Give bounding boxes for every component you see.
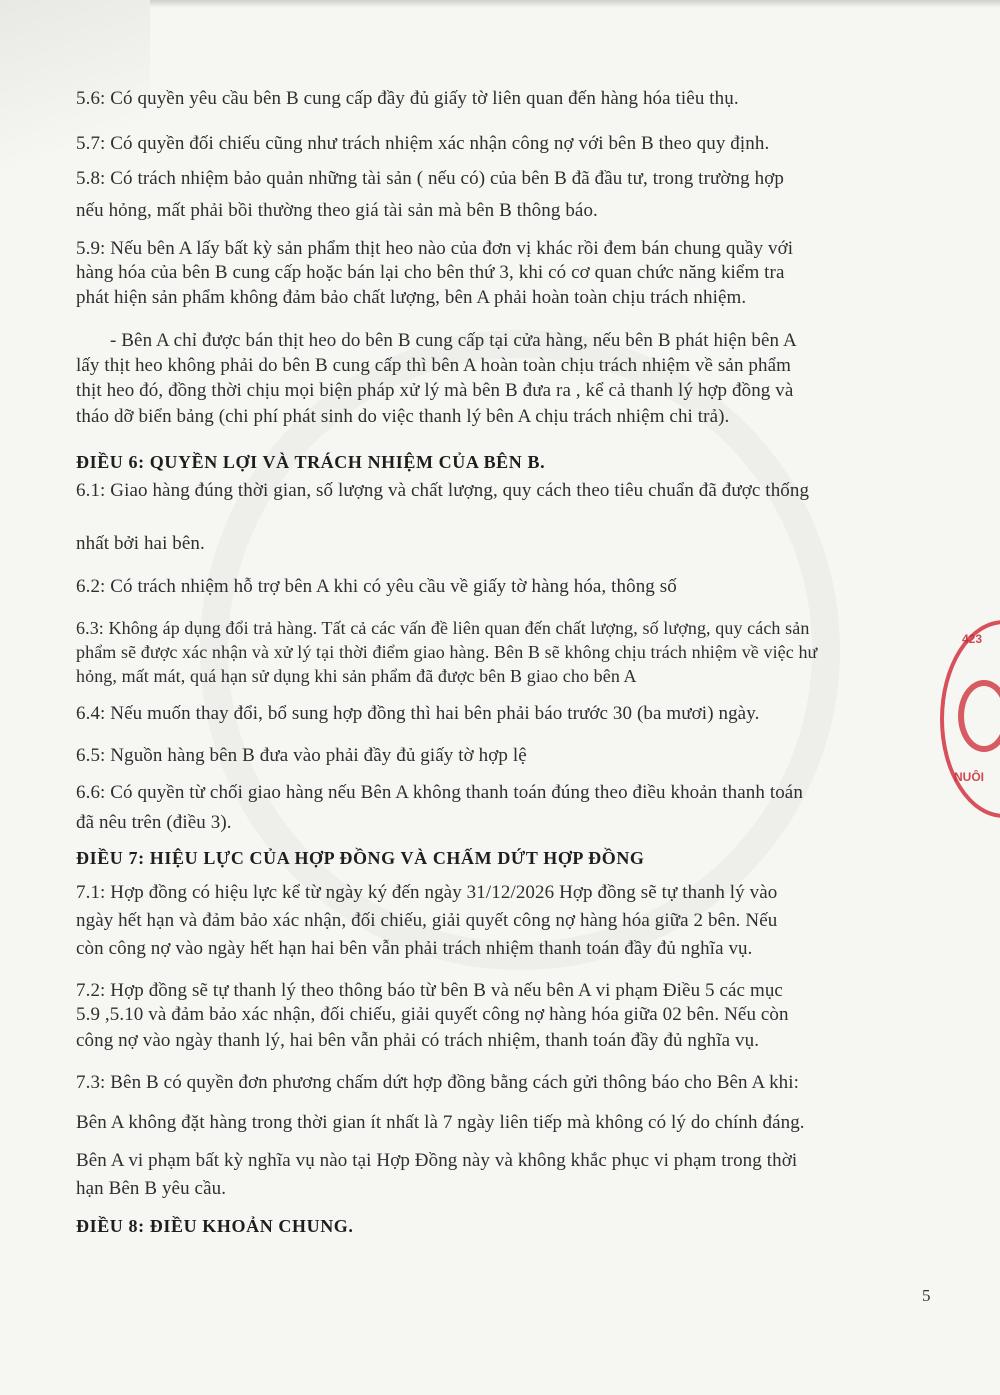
- stamp-text-bottom: NUÔI: [954, 770, 984, 784]
- heading-article-6: ĐIỀU 6: QUYỀN LỢI VÀ TRÁCH NHIỆM CỦA BÊN B.: [76, 452, 546, 472]
- clause-7-1-cont-1: ngày hết hạn và đảm bảo xác nhận, đối chiếu, giải quyết công nợ hàng hóa giữa 2 bên. Nếu: [76, 910, 778, 931]
- clause-note-cont-3: tháo dỡ biển bảng (chi phí phát sinh do việc thanh lý bên A chịu trách nhiệm chi trả).: [76, 406, 730, 427]
- clause-5-6: 5.6: Có quyền yêu cầu bên B cung cấp đầy đủ giấy tờ liên quan đến hàng hóa tiêu thụ.: [76, 88, 739, 109]
- clause-5-8: 5.8: Có trách nhiệm bảo quản những tài sản ( nếu có) của bên B đã đầu tư, trong trường hợp: [76, 168, 784, 189]
- clause-6-1-cont: nhất bởi hai bên.: [76, 533, 205, 554]
- clause-5-8-cont: nếu hỏng, mất phải bồi thường theo giá tài sản mà bên B thông báo.: [76, 200, 598, 221]
- heading-article-8: ĐIỀU 8: ĐIỀU KHOẢN CHUNG.: [76, 1216, 354, 1236]
- clause-6-3: 6.3: Không áp dụng đổi trả hàng. Tất cả các vấn đề liên quan đến chất lượng, số lượng, quy cách sản: [76, 618, 810, 638]
- clause-7-2-cont-1: 5.9 ,5.10 và đảm bảo xác nhận, đối chiếu, giải quyết công nợ hàng hóa giữa 02 bên. Nếu còn: [76, 1004, 789, 1025]
- clause-7-3-item-2-cont: hạn Bên B yêu cầu.: [76, 1178, 227, 1199]
- clause-6-6: 6.6: Có quyền từ chối giao hàng nếu Bên A không thanh toán đúng theo điều khoản thanh toán: [76, 782, 803, 803]
- clause-5-9-cont-1: hàng hóa của bên B cung cấp hoặc bán lại cho bên thứ 3, khi có cơ quan chức năng kiểm tra: [76, 262, 785, 283]
- clause-6-4: 6.4: Nếu muốn thay đổi, bổ sung hợp đồng thì hai bên phải báo trước 30 (ba mươi) ngày.: [76, 703, 760, 724]
- clause-7-1: 7.1: Hợp đồng có hiệu lực kể từ ngày ký đến ngày 31/12/2026 Hợp đồng sẽ tự thanh lý vào: [76, 882, 778, 903]
- clause-7-3-item-1: Bên A không đặt hàng trong thời gian ít nhất là 7 ngày liên tiếp mà không có lý do chính đáng.: [76, 1112, 805, 1133]
- clause-5-9: 5.9: Nếu bên A lấy bất kỳ sản phẩm thịt heo nào của đơn vị khác rồi đem bán chung quầy với: [76, 238, 794, 259]
- page-number: 5: [922, 1286, 931, 1305]
- clause-6-2: 6.2: Có trách nhiệm hỗ trợ bên A khi có yêu cầu về giấy tờ hàng hóa, thông số: [76, 576, 677, 597]
- clause-5-7: 5.7: Có quyền đối chiếu cũng như trách nhiệm xác nhận công nợ với bên B theo quy định.: [76, 133, 770, 154]
- clause-5-9-cont-2: phát hiện sản phẩm không đảm bảo chất lượng, bên A phải hoàn toàn chịu trách nhiệm.: [76, 287, 747, 308]
- page-top-shadow: [0, 0, 1000, 8]
- clause-note-cont-2: thịt heo đó, đồng thời chịu mọi biện pháp xử lý mà bên B đưa ra , kể cả thanh lý hợp đồng và: [76, 380, 794, 401]
- clause-7-3-item-2: Bên A vi phạm bất kỳ nghĩa vụ nào tại Hợp Đồng này và không khắc phục vi phạm trong thời: [76, 1150, 798, 1171]
- clause-note-cont-1: lấy thịt heo không phải do bên B cung cấp thì bên A hoàn toàn chịu trách nhiệm về sản phẩm: [76, 355, 792, 376]
- heading-article-7: ĐIỀU 7: HIỆU LỰC CỦA HỢP ĐỒNG VÀ CHẤM DỨT HỢP ĐỒNG: [76, 848, 645, 868]
- clause-7-1-cont-2: còn công nợ vào ngày hết hạn hai bên vẫn phải trách nhiệm thanh toán đầy đủ nghĩa vụ.: [76, 938, 753, 959]
- clause-6-6-cont: đã nêu trên (điều 3).: [76, 812, 232, 833]
- clause-6-1: 6.1: Giao hàng đúng thời gian, số lượng và chất lượng, quy cách theo tiêu chuẩn đã được thống: [76, 480, 810, 501]
- clause-7-2-cont-2: công nợ vào ngày thanh lý, hai bên vẫn phải có trách nhiệm, thanh toán đầy đủ nghĩa vụ.: [76, 1030, 760, 1051]
- stamp-text-top: 423: [962, 632, 983, 646]
- clause-note: - Bên A chỉ được bán thịt heo do bên B cung cấp tại cửa hàng, nếu bên B phát hiện bên A: [110, 330, 797, 351]
- clause-6-3-cont-2: hỏng, mất mát, quá hạn sử dụng khi sản phẩm đã được bên B giao cho bên A: [76, 666, 637, 686]
- clause-6-5: 6.5: Nguồn hàng bên B đưa vào phải đầy đủ giấy tờ hợp lệ: [76, 745, 527, 766]
- clause-7-2: 7.2: Hợp đồng sẽ tự thanh lý theo thông báo từ bên B và nếu bên A vi phạm Điều 5 các mục: [76, 980, 783, 1001]
- clause-7-3: 7.3: Bên B có quyền đơn phương chấm dứt hợp đồng bằng cách gửi thông báo cho Bên A khi:: [76, 1072, 800, 1093]
- clause-6-3-cont-1: phẩm sẽ được xác nhận và xử lý tại thời điểm giao hàng. Bên B sẽ không chịu trách nhiệm về việc hư: [76, 642, 818, 662]
